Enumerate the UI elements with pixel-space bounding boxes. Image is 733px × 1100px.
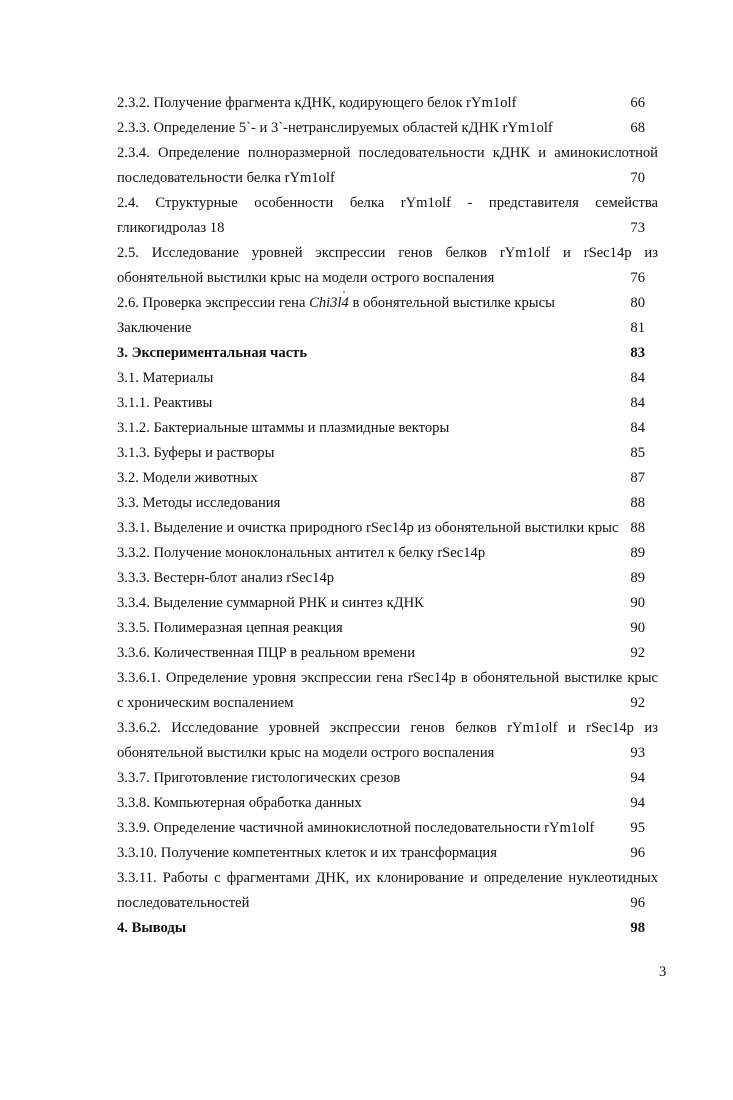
toc-entry-title: 3.3.10. Получение компетентных клеток и их трансформация — [117, 845, 497, 861]
toc-entry — [117, 91, 658, 116]
toc-entry — [117, 641, 658, 666]
toc-entry — [117, 491, 658, 516]
toc-entry-title: 3.3.9. Определение частичной аминокислотной последовательности rYm1olf — [117, 820, 595, 836]
toc-entry — [117, 291, 658, 316]
toc-entry-title: 3.1.1. Реактивы — [117, 395, 213, 411]
toc-entry-title: с хроническим воспалением — [117, 695, 294, 711]
toc-entry-page: 93 — [630, 745, 645, 761]
toc-entry — [117, 316, 658, 341]
toc-entry — [117, 841, 658, 866]
page-number: 3 — [659, 964, 667, 980]
toc-entry-title: 3.3.3. Вестерн-блот анализ rSec14p — [117, 570, 335, 586]
toc-entry — [117, 566, 658, 591]
toc-entry — [117, 616, 658, 641]
toc-entry-page: 68 — [630, 120, 645, 136]
toc-entry-title: 2.6. Проверка экспрессии гена Chi3l4 в обонятельной выстилке крысы — [117, 295, 555, 311]
toc-entry — [117, 441, 658, 466]
toc-entry-page: 96 — [630, 845, 645, 861]
toc-entry — [117, 816, 658, 841]
toc-entry — [117, 891, 658, 916]
toc-entry-page: 84 — [630, 370, 645, 386]
toc-entry — [117, 541, 658, 566]
toc-entry — [117, 741, 658, 766]
toc-entry-title: 3.1. Материалы — [117, 370, 214, 386]
toc-entry-page: 89 — [630, 570, 645, 586]
toc-entry-page: 96 — [630, 895, 645, 911]
scan-speck — [343, 291, 345, 293]
toc-entry-page: 81 — [630, 320, 645, 336]
toc-entry-title: последовательностей — [117, 895, 250, 911]
toc-section-heading — [117, 341, 658, 366]
toc-entry-page: 70 — [630, 170, 645, 186]
toc-entry-title: обонятельной выстилки крыс на модели острого воспаления — [117, 270, 495, 286]
toc-entry-page: 94 — [630, 795, 645, 811]
toc-entry-page: 90 — [630, 620, 645, 636]
toc-entry — [117, 691, 658, 716]
toc-entry-page: 95 — [630, 820, 645, 836]
toc-entry-page: 92 — [630, 645, 645, 661]
toc-entry-title: 4. Выводы — [117, 920, 187, 936]
toc-entry — [117, 166, 658, 191]
toc-entry-title-line1: 2.4. Структурные особенности белка rYm1olf - представителя семейства — [117, 195, 658, 211]
toc-entry-title: обонятельной выстилки крыс на модели острого воспаления — [117, 745, 495, 761]
toc-entry-page: 84 — [630, 420, 645, 436]
toc-entry-page: 85 — [630, 445, 645, 461]
toc-entry-title: гликогидролаз 18 — [117, 220, 225, 236]
toc-entry-page: 88 — [630, 520, 645, 536]
toc-entry-title: 3.1.2. Бактериальные штаммы и плазмидные векторы — [117, 420, 450, 436]
toc-entry-title-line1: 2.3.4. Определение полноразмерной последовательности кДНК и аминокислотной — [117, 145, 658, 161]
toc-entry — [117, 466, 658, 491]
toc-entry-title-line1: 3.3.6.2. Исследование уровней экспрессии генов белков rYm1olf и rSec14p из — [117, 720, 658, 736]
toc-entry-title-line1: 2.5. Исследование уровней экспрессии генов белков rYm1olf и rSec14p из — [117, 245, 658, 261]
toc-entry — [117, 516, 658, 541]
toc-entry-page: 94 — [630, 770, 645, 786]
toc-entry — [117, 266, 658, 291]
toc-entry — [117, 791, 658, 816]
toc-entry-page: 66 — [630, 95, 645, 111]
toc-entry — [117, 116, 658, 141]
toc-entry-page: 92 — [630, 695, 645, 711]
toc-entry — [117, 416, 658, 441]
toc-entry-page: 76 — [630, 270, 645, 286]
toc-entry-title: 3.3.8. Компьютерная обработка данных — [117, 795, 362, 811]
toc-entry-title: 3.3. Методы исследования — [117, 495, 281, 511]
gene-name: Chi3l4 — [309, 295, 349, 311]
toc-entry-title-line1: 3.3.11. Работы с фрагментами ДНК, их клонирование и определение нуклеотидных — [117, 870, 658, 886]
toc-entry-title-line1: 3.3.6.1. Определение уровня экспрессии гена rSec14p в обонятельной выстилке крыс — [117, 670, 658, 686]
toc-entry-title: 3.2. Модели животных — [117, 470, 258, 486]
toc-entry-title: последовательности белка rYm1olf — [117, 170, 335, 186]
toc-entry-page: 73 — [630, 220, 645, 236]
toc-entry-page: 84 — [630, 395, 645, 411]
toc-entry-page: 87 — [630, 470, 645, 486]
toc-entry-page: 83 — [630, 345, 645, 361]
toc-entry — [117, 591, 658, 616]
toc-entry-title: 3.3.2. Получение моноклональных антител к белку rSec14p — [117, 545, 486, 561]
toc-entry-page: 80 — [630, 295, 645, 311]
toc-entry-title: 3. Экспериментальная часть — [117, 345, 308, 361]
toc-entry-page: 89 — [630, 545, 645, 561]
toc-entry-title: 3.3.7. Приготовление гистологических срезов — [117, 770, 401, 786]
table-of-contents — [117, 91, 658, 941]
toc-entry-title: 3.3.1. Выделение и очистка природного rSec14p из обонятельной выстилки крыс — [117, 520, 619, 536]
toc-entry-title: Заключение — [117, 320, 192, 336]
toc-entry — [117, 366, 658, 391]
toc-entry-page: 98 — [630, 920, 645, 936]
toc-section-heading — [117, 916, 658, 941]
toc-entry — [117, 216, 658, 241]
toc-entry-page: 88 — [630, 495, 645, 511]
toc-entry-title: 3.3.6. Количественная ПЦР в реальном времени — [117, 645, 416, 661]
toc-entry-title: 2.3.3. Определение 5`- и 3`-нетранслируемых областей кДНК rYm1olf — [117, 120, 553, 136]
toc-entry — [117, 766, 658, 791]
toc-entry-title: 3.1.3. Буферы и растворы — [117, 445, 275, 461]
toc-entry — [117, 391, 658, 416]
toc-entry-title: 3.3.4. Выделение суммарной РНК и синтез кДНК — [117, 595, 424, 611]
toc-entry-page: 90 — [630, 595, 645, 611]
toc-entry-title: 3.3.5. Полимеразная цепная реакция — [117, 620, 343, 636]
toc-entry-title: 2.3.2. Получение фрагмента кДНК, кодирующего белок rYm1olf — [117, 95, 517, 111]
